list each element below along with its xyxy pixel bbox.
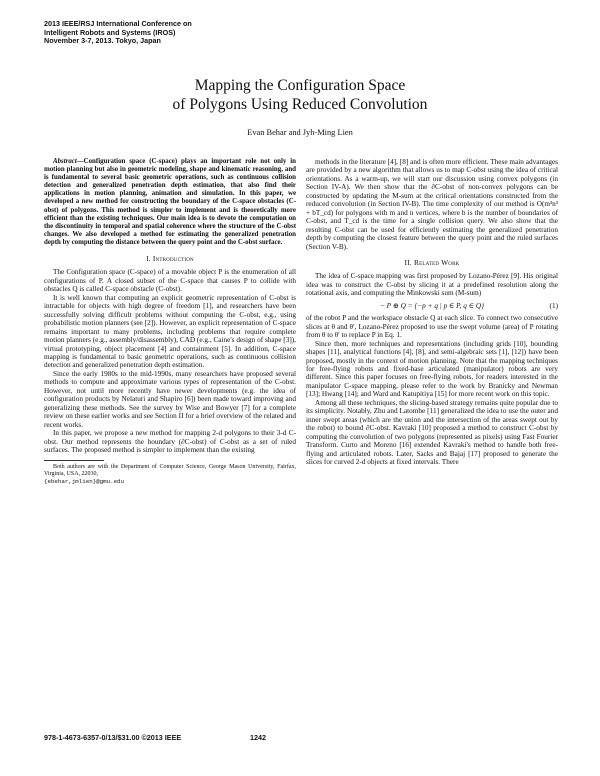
intro-paragraph-4: In this paper, we propose a new method for mapping 2-d polygons to their 3-d C-obst. Our method represents the boundary (∂C-obst) of C-obst as a set of ruled surfaces. The proposed method is simpler to implement than the existing [44, 429, 296, 454]
equation-body: − P ⊕ Q = {−p + q | p ∈ P, q ∈ Q} [379, 301, 485, 310]
title-line-1: Mapping the Configuration Space [194, 77, 406, 94]
conference-line-1: 2013 IEEE/RSJ International Conference on [44, 19, 192, 28]
intro-paragraph-2: It is well known that computing an explicit geometric representation of C-obst is intractable for objects with high degree of freedom [1], and researchers have been successfully solving difficult problems without computing the C-obst, e.g., using probabilistic motion planners (see [2]). However, an explicit representation of C-space remains important to many problems, including problems that require complete motion planners (e.g., assembly/disassembly), CAD (e.g., Caine's design of shape [3]), virtual prototyping, object placement [4] and containment [5]. In addition, C-space mapping is fundamental to basic geometric operations, such as continuous collision detection and generalized penetration depth estimation. [44, 293, 296, 370]
intro-paragraph-5: methods in the literature [4], [8] and is often more efficient. These main advantages are provided by a new algorithm that allows us to map C-obst using the idea of critical orientations. As a warm-up, we will start our discussion using convex polygons (in Section IV-A). We then show that the ∂C-obst of non-convex polygons can be constructed by updating the M-sum at the critical orientations constructed from the reduced convolution (in Section IV-B). The time complexity of our method is O(m³n³ + bT_cd) for polygons with m and n vertices, where b is the number of boundaries of C-obst, and T_cd is the time for a single collision query. We also show that the resulting C-obst can be used for efficiently estimating the generalized penetration depth by computing the closest feature between the query point and the ruled surfaces (Section V-B). [306, 158, 558, 251]
abstract-label: Abstract [53, 158, 77, 165]
right-column [306, 158, 558, 466]
footnote-divider [44, 460, 104, 461]
left-column [44, 158, 296, 485]
intro-paragraph-1: The Configuration space (C-space) of a movable object P is the enumeration of all configurations of P. A closed subset of the C-space that causes P to collide with obstacles Q is called C-space obstacle (C-obst). [44, 268, 296, 294]
equation-number: (1) [549, 301, 558, 310]
conference-line-3: November 3-7, 2013. Tokyo, Japan [44, 36, 161, 46]
section-title: Introduction [152, 254, 194, 264]
related-paragraph-3: Since then, more techniques and representations (including grids [10], bounding shapes [11], analytical functions [4], [8], and semi-algebraic sets [1], [12]) have been proposed, mostly in the context of motion planning. Note that the mapping techniques for free-flying robots and fixed-base articulated (manipulator) robots are very different. Since this paper focuses on free-flying robots, for readers interested in the manipulator C-space mapping, please refer to the work by Branicky and Newman [13]; Hwang [14]; and Ward and Katupitiya [15] for more recent work on this topic. [306, 339, 558, 399]
page-number: 1242 [250, 733, 266, 742]
footnote-text: Both authors are with the Department of Computer Science, George Mason University, Fairfax, Virginia, USA, 22030, [44, 464, 296, 478]
intro-paragraph-3: Since the early 1980s to the mid-1990s, many researchers have proposed several methods to compute and approximate various types of representation of the C-obst. However, not until more recently have newer developments (e.g. the idea of configuration products by Nelaturi and Shapiro [6]) been made toward improving and generalizing these methods. See the survey by Wise and Bowyer [7] for a complete review on these earlier works and see Section II for a brief overview of the related and recent works. [44, 369, 296, 429]
related-paragraph-1: The idea of C-space mapping was first proposed by Lozano-Pérez [9]. His original idea was to construct the C-obst by slicing it at a predefined resolution along the rotational axis, and computing the Minkowski sum (M-sum) [306, 272, 558, 298]
conference-header [44, 20, 344, 46]
abstract-text: —Configuration space (C-space) plays an important role not only in motion planning but also in geometric modeling, shape and kinematic reasoning, and is fundamental to several basic geometric operations, such as continuous collision detection and generalized penetration depth estimation, that also find their applications in motion planning, animation and simulation. In this paper, we developed a new method for constructing the boundary of the C-space obstacles (C-obst) of polygons. This method is simpler to implement and is theoretically more efficient than the existing techniques. Our main idea is to devote the computation on the discontinuity in temporal and spatial coherence where the structure of the C-obst changes. We also developed a method for estimating the generalized penetration depth by computing the distance between the query point and the C-obst surface. [44, 158, 296, 246]
section-heading-introduction [44, 255, 296, 263]
conference-line-2: Intelligent Robots and Systems (IROS) [44, 27, 176, 37]
paper-authors: Evan Behar and Jyh-Ming Lien [247, 128, 353, 137]
related-paragraph-4: Among all these techniques, the slicing-based strategy remains quite popular due to its simplicity. Notably, Zhu and Latombe [11] generalized the idea to use the outer and inner swept areas (which are the union and the intersection of the areas swept out by the robot) to bound ∂C-obst. Kavraki [10] proposed a method to construct C-obst by computing the convolution of two polygons (represented as pixels) using Fast Fourier Transform. Curto and Moreno [16] extended Kavraki's method to handle both free-flying and articulated robots. Later, Sacks and Bajaj [17] proposed to generate the slices for curved 2-d objects at fixed intervals. There [306, 398, 558, 466]
equation-1 [306, 302, 558, 310]
footnote-emails: {ebehar,jmlien}@gmu.edu [44, 478, 125, 486]
abstract [44, 158, 296, 247]
paper-title [0, 76, 600, 114]
isbn-copyright: 978-1-4673-6357-0/13/$31.00 ©2013 IEEE [44, 733, 182, 742]
section-number: I. [146, 254, 151, 264]
footnote [44, 464, 296, 485]
related-paragraph-2: of the robot P and the workspace obstacle Q at each slice. To connect two consecutive slices at θ and θ′, Lozano-Pérez proposed to use the swept volume (area) of P rotating from θ to θ′ to replace P in Eq. 1. [306, 314, 558, 340]
section-heading-related-work [306, 259, 558, 267]
title-line-2: of Polygons Using Reduced Convolution [172, 96, 428, 113]
section-title: Related Work [413, 257, 460, 267]
section-number: II. [404, 257, 412, 267]
